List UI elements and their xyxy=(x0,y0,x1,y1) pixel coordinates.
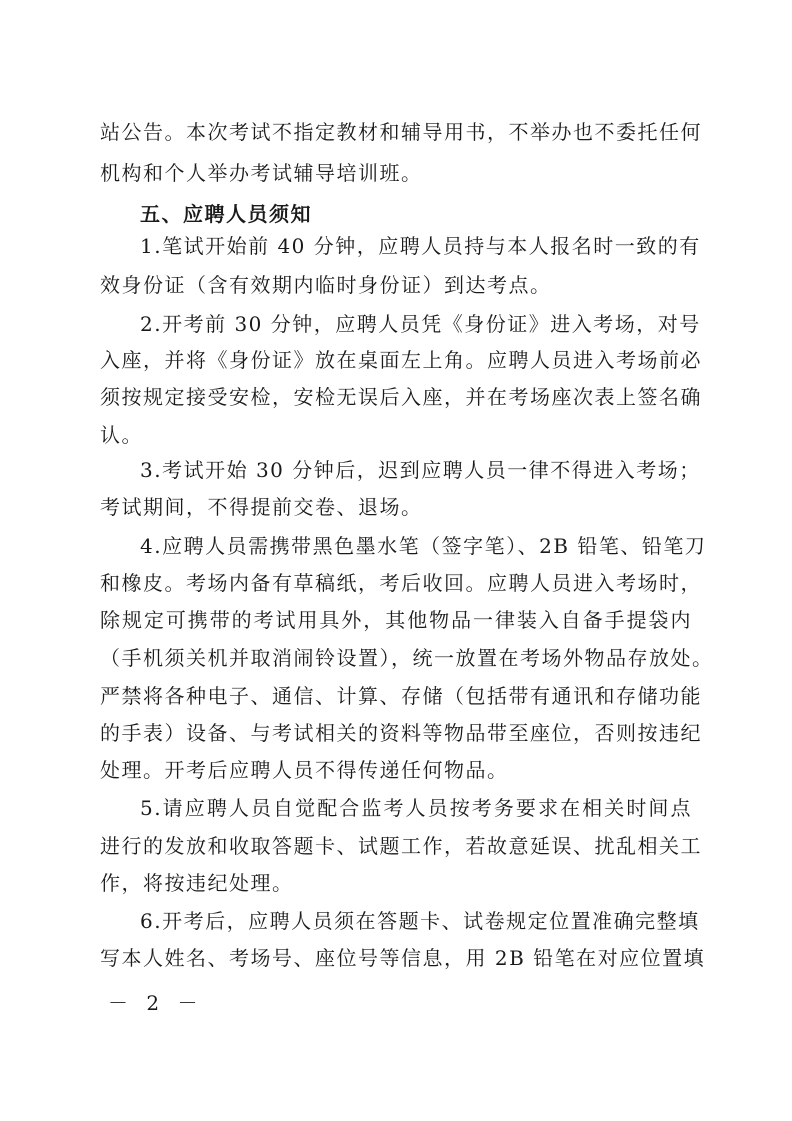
body-text-line: 进行的发放和收取答题卡、试题工作，若故意延误、扰乱相关工 xyxy=(100,834,702,858)
body-text-line: 入座，并将《身份证》放在桌面左上角。应聘人员进入考场前必 xyxy=(100,348,702,372)
body-text-line: 和橡皮。考场内备有草稿纸，考后收回。应聘人员进入考场时， xyxy=(100,571,702,595)
body-text-line: 除规定可携带的考试用具外，其他物品一律装入自备手提袋内 xyxy=(100,608,692,632)
body-text-line: 3.考试开始 30 分钟后，迟到应聘人员一律不得进入考场； xyxy=(140,458,701,482)
body-text-line: 的手表）设备、与考试相关的资料等物品带至座位，否则按违纪 xyxy=(100,721,702,745)
body-text-line: 站公告。本次考试不指定教材和辅导用书，不举办也不委托任何 xyxy=(100,120,702,144)
body-text-line: （手机须关机并取消闹铃设置），统一放置在考场外物品存放处。 xyxy=(100,646,714,670)
body-text-line: 考试期间，不得提前交卷、退场。 xyxy=(100,495,423,519)
body-text-line: 2.开考前 30 分钟，应聘人员凭《身份证》进入考场，对号 xyxy=(140,312,701,336)
body-text-line: 机构和个人举办考试辅导培训班。 xyxy=(100,161,423,185)
body-text-line: 写本人姓名、考场号、座位号等信息，用 2B 铅笔在对应位置填 xyxy=(100,946,706,970)
body-text-line: 严禁将各种电子、通信、计算、存储（包括带有通讯和存储功能 xyxy=(100,684,702,708)
body-text-line: 认。 xyxy=(100,423,143,447)
body-text-line: 作，将按违纪处理。 xyxy=(100,871,294,895)
body-text-line: 效身份证（含有效期内临时身份证）到达考点。 xyxy=(100,273,552,297)
body-text-line: 6.开考后，应聘人员须在答题卡、试卷规定位置准确完整填 xyxy=(140,909,700,933)
body-text-line: 1.笔试开始前 40 分钟，应聘人员持与本人报名时一致的有 xyxy=(140,234,701,258)
section-heading: 五、应聘人员须知 xyxy=(140,202,312,226)
body-text-line: 处理。开考后应聘人员不得传递任何物品。 xyxy=(100,758,509,782)
page-number: － 2 － xyxy=(108,991,204,1015)
body-text-line: 5.请应聘人员自觉配合监考人员按考务要求在相关时间点 xyxy=(140,796,692,820)
body-text-line: 须按规定接受安检，安检无误后入座，并在考场座次表上签名确 xyxy=(100,385,702,409)
body-text-line: 4.应聘人员需携带黑色墨水笔（签字笔）、2B 铅笔、铅笔刀 xyxy=(140,534,707,558)
